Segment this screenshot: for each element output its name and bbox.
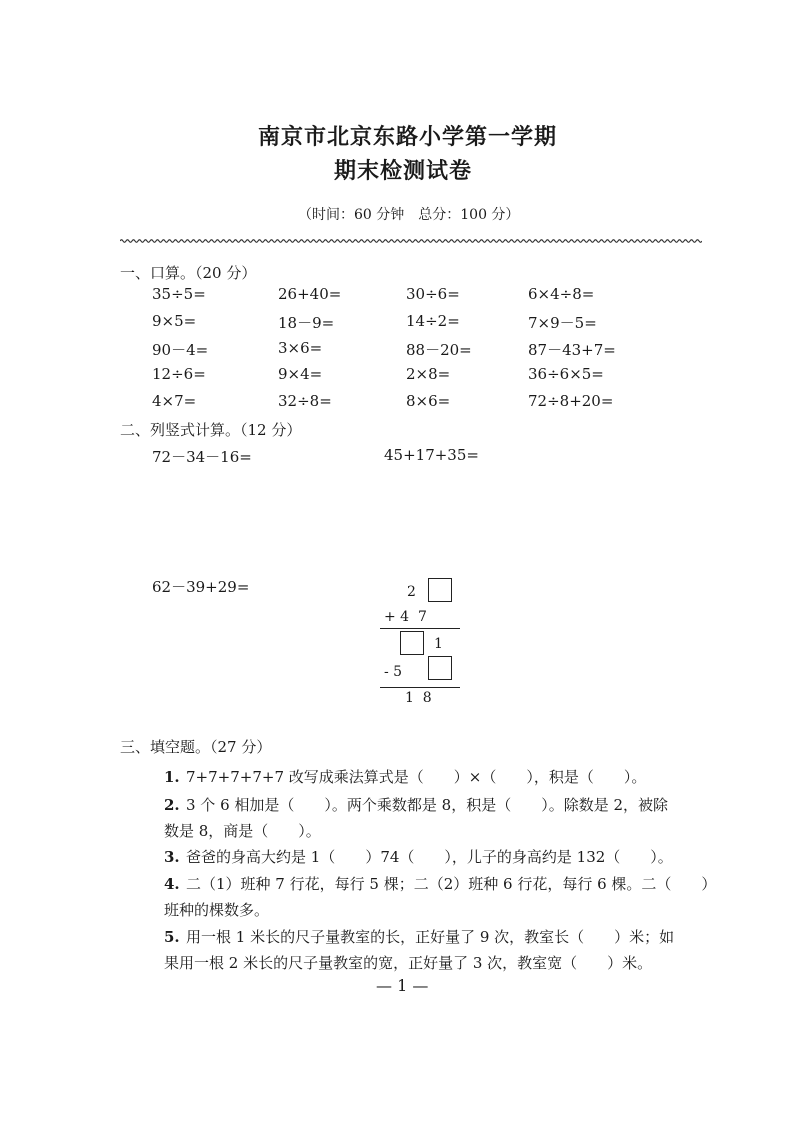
wavy-divider xyxy=(120,238,702,244)
fill-item-text: 数是 8，商是（ ）。 xyxy=(164,822,321,840)
exam-title-line1: 南京市北京东路小学第一学期 xyxy=(258,125,558,150)
fill-item-number: 4. xyxy=(164,875,180,893)
oral-calc-item: 14÷2= xyxy=(406,312,460,330)
section3-heading: 三、填空题。（27 分） xyxy=(120,738,272,756)
fill-item-number: 1. xyxy=(164,768,180,786)
fill-item-text: 用一根 1 米长的尺子量教室的长，正好量了 9 次，教室长（ ）米；如 xyxy=(186,928,675,946)
puzzle-blank-box-3[interactable] xyxy=(428,656,452,680)
oral-calc-item: 26+40= xyxy=(278,285,342,303)
puzzle-sum-line xyxy=(380,628,460,629)
calc-problem-3: 62－39+29= xyxy=(152,578,250,596)
oral-calc-item: 88－20= xyxy=(406,341,472,359)
oral-calc-item: 9×4= xyxy=(278,365,323,383)
page-number: — 1 — xyxy=(376,976,429,995)
puzzle-blank-box-2[interactable] xyxy=(400,631,424,655)
oral-calc-item: 72÷8+20= xyxy=(528,392,614,410)
puzzle-row2: + 4 7 xyxy=(384,609,427,625)
oral-calc-item: 87－43+7= xyxy=(528,341,616,359)
oral-calc-item: 9×5= xyxy=(152,312,197,330)
oral-calc-item: 4×7= xyxy=(152,392,197,410)
calc-problem-1: 72－34－16= xyxy=(152,448,252,466)
oral-calc-item: 30÷6= xyxy=(406,285,460,303)
puzzle-difference-line xyxy=(380,687,460,688)
exam-title-line2: 期末检测试卷 xyxy=(334,159,473,184)
puzzle-row5: 1 8 xyxy=(405,690,432,706)
fill-item-text: 7+7+7+7+7 改写成乘法算式是（ ）×（ ），积是（ ）。 xyxy=(186,768,647,786)
oral-calc-item: 2×8= xyxy=(406,365,451,383)
fill-item-number: 5. xyxy=(164,928,180,946)
section1-heading: 一、口算。（20 分） xyxy=(120,264,257,282)
fill-item-text: 二（1）班种 7 行花，每行 5 棵；二（2）班种 6 行花，每行 6 棵。二（ ） xyxy=(186,875,717,893)
exam-meta: （时间：60 分钟 总分：100 分） xyxy=(298,207,520,223)
oral-calc-item: 36÷6×5= xyxy=(528,365,604,383)
oral-calc-item: 6×4÷8= xyxy=(528,285,595,303)
fill-item-number: 2. xyxy=(164,796,180,814)
section2-heading: 二、列竖式计算。（12 分） xyxy=(120,421,302,439)
oral-calc-item: 7×9－5= xyxy=(528,314,597,332)
oral-calc-item: 12÷6= xyxy=(152,365,206,383)
oral-calc-item: 32÷8= xyxy=(278,392,332,410)
oral-calc-item: 3×6= xyxy=(278,339,323,357)
fill-item-text: 爸爸的身高大约是 1（ ）74（ ），儿子的身高约是 132（ ）。 xyxy=(186,848,673,866)
oral-calc-item: 8×6= xyxy=(406,392,451,410)
puzzle-row1-digit: 2 xyxy=(407,584,416,600)
oral-calc-item: 18－9= xyxy=(278,314,335,332)
oral-calc-item: 35÷5= xyxy=(152,285,206,303)
puzzle-blank-box-1[interactable] xyxy=(428,578,452,602)
fill-item-text: 班种的棵数多。 xyxy=(164,901,270,919)
calc-problem-2: 45+17+35= xyxy=(384,446,479,464)
oral-calc-item: 90－4= xyxy=(152,341,209,359)
fill-item-number: 3. xyxy=(164,848,180,866)
puzzle-row3-digit: 1 xyxy=(434,636,443,652)
puzzle-row4: - 5 xyxy=(384,664,403,680)
fill-item-text: 3 个 6 相加是（ ）。两个乘数都是 8，积是（ ）。除数是 2，被除 xyxy=(186,796,669,814)
fill-item-text: 果用一根 2 米长的尺子量教室的宽，正好量了 3 次，教室宽（ ）米。 xyxy=(164,954,653,972)
